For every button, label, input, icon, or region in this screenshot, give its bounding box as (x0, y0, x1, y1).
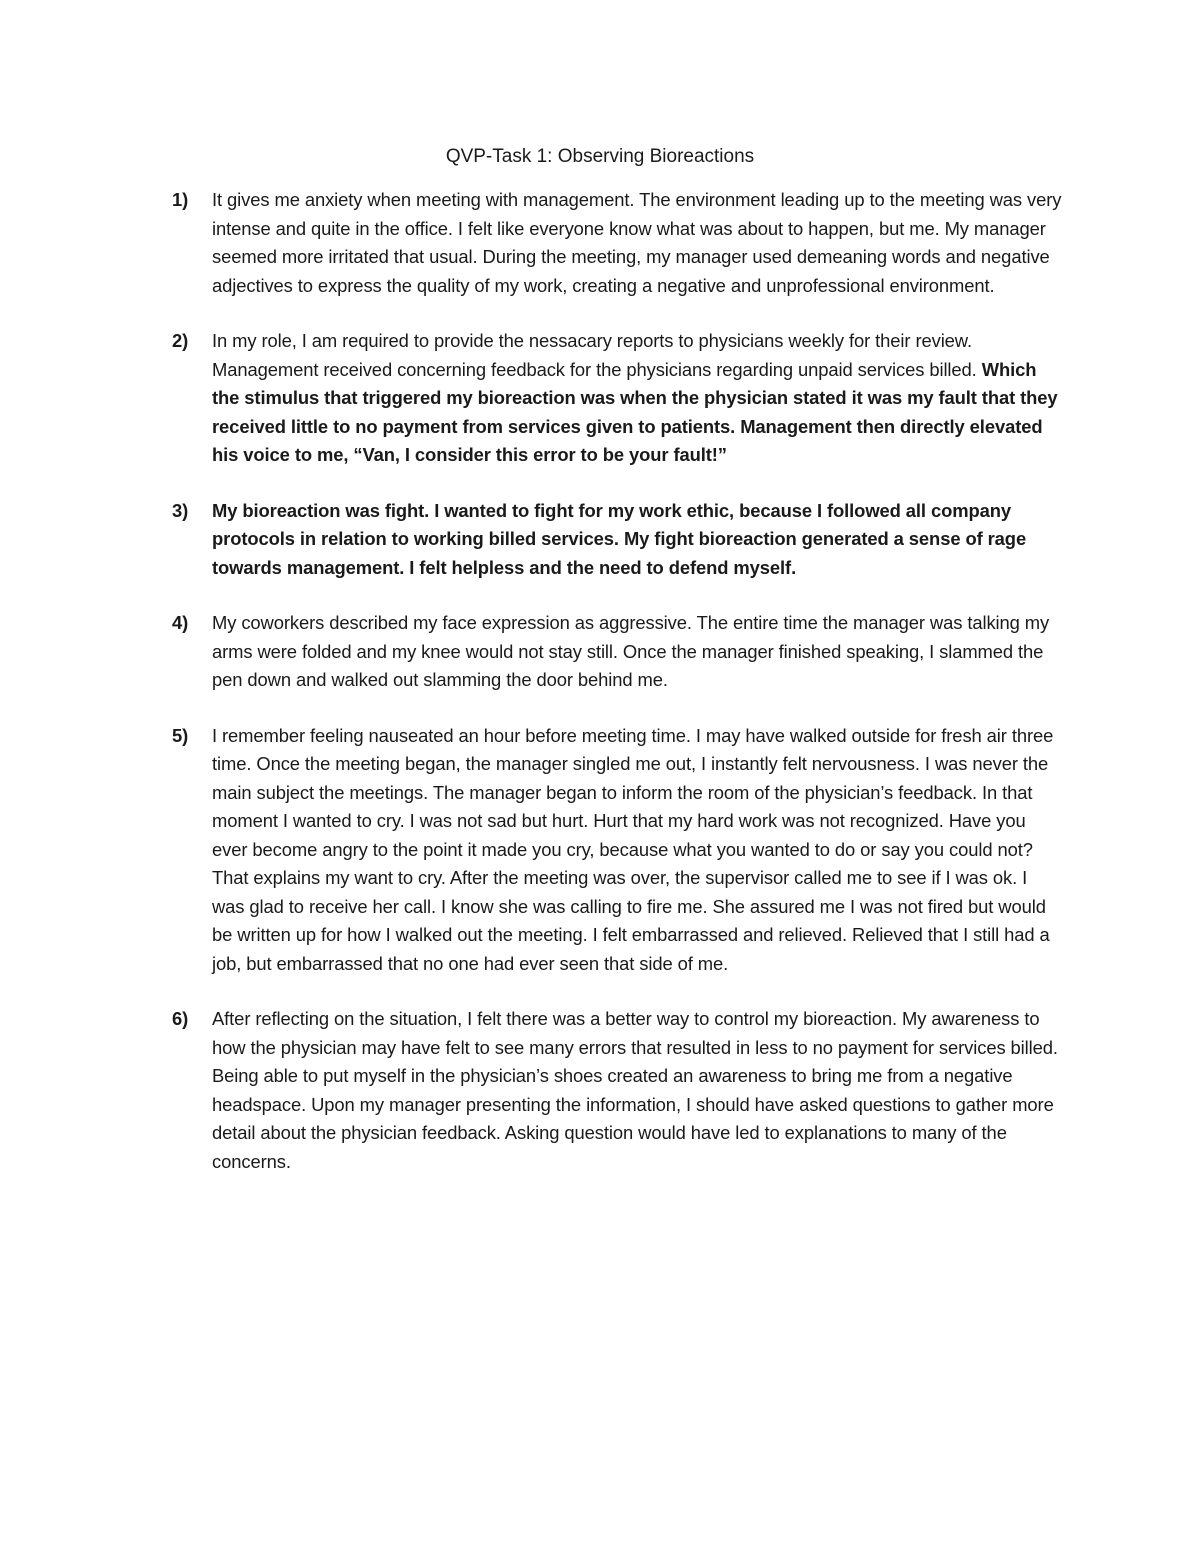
item-text: It gives me anxiety when meeting with management. The environment leading up to the meeting was very intense and quite in the office. I felt like everyone know what was about to happen, but me. My manager seemed more irritated that usual. During the meeting, my manager used demeaning words and negative adjectives to express the quality of my work, creating a negative and unprofessional environment. (212, 189, 1062, 296)
item-bold-text: My bioreaction was fight. I wanted to fight for my work ethic, because I followed all company protocols in relation to working billed services. My fight bioreaction generated a sense of rage towards management. I felt helpless and the need to defend myself. (212, 499, 1027, 578)
list-item-3 (172, 497, 1064, 583)
list-item-4 (172, 609, 1064, 695)
item-number: 6) (172, 1008, 189, 1029)
item-number: 1) (172, 189, 189, 210)
numbered-list (172, 186, 1064, 1176)
list-item-1 (172, 186, 1064, 300)
item-text: In my role, I am required to provide the nessacary reports to physicians weekly for their review. Management received concerning feedback for the physicians regarding unpaid services billed. (212, 330, 977, 380)
list-item-2 (172, 327, 1064, 470)
item-number: 2) (172, 330, 189, 351)
item-number: 3) (172, 499, 189, 521)
item-number: 4) (172, 612, 189, 633)
item-bold-text: Which the stimulus that triggered my bioreaction was when the physician stated it was my fault that they received little to no payment from services given to patients. Management then directly elevated his voice to me, “Van, I consider this error to be your fault!” (212, 358, 1058, 465)
document-title: QVP-Task 1: Observing Bioreactions (445, 146, 755, 167)
item-text: After reflecting on the situation, I felt there was a better way to control my bioreaction. My awareness to how the physician may have felt to see many errors that resulted in less to no payment for services billed. Being able to put myself in the physician’s shoes created an awareness to bring me from a negative headspace. Upon my manager presenting the information, I should have asked questions to gather more detail about the physician feedback. Asking question would have led to explanations to many of the concerns. (212, 1008, 1058, 1172)
item-text: My coworkers described my face expression as aggressive. The entire time the manager was talking my arms were folded and my knee would not stay still. Once the manager finished speaking, I slammed the pen down and walked out slamming the door behind me. (212, 612, 1050, 690)
list-item-6 (172, 1005, 1064, 1176)
item-number: 5) (172, 724, 189, 746)
list-item-5 (172, 722, 1064, 979)
item-text: I remember feeling nauseated an hour before meeting time. I may have walked outside for fresh air three time. Once the meeting began, the manager singled me out, I instantly felt nervousness. I was never the main subject the meetings. The manager began to inform the room of the physician’s feedback. In that moment I wanted to cry. I was not sad but hurt. Hurt that my hard work was not recognized. Have you ever become angry to the point it made you cry, because what you wanted to do or say you could not? That explains my want to cry. After the meeting was over, the supervisor called me to see if I was ok. I was glad to receive her call. I know she was calling to fire me. She assured me I was not fired but would be written up for how I walked out the meeting. I felt embarrassed and relieved. Relieved that I still had a job, but embarrassed that no one had ever seen that side of me. (212, 724, 1054, 974)
